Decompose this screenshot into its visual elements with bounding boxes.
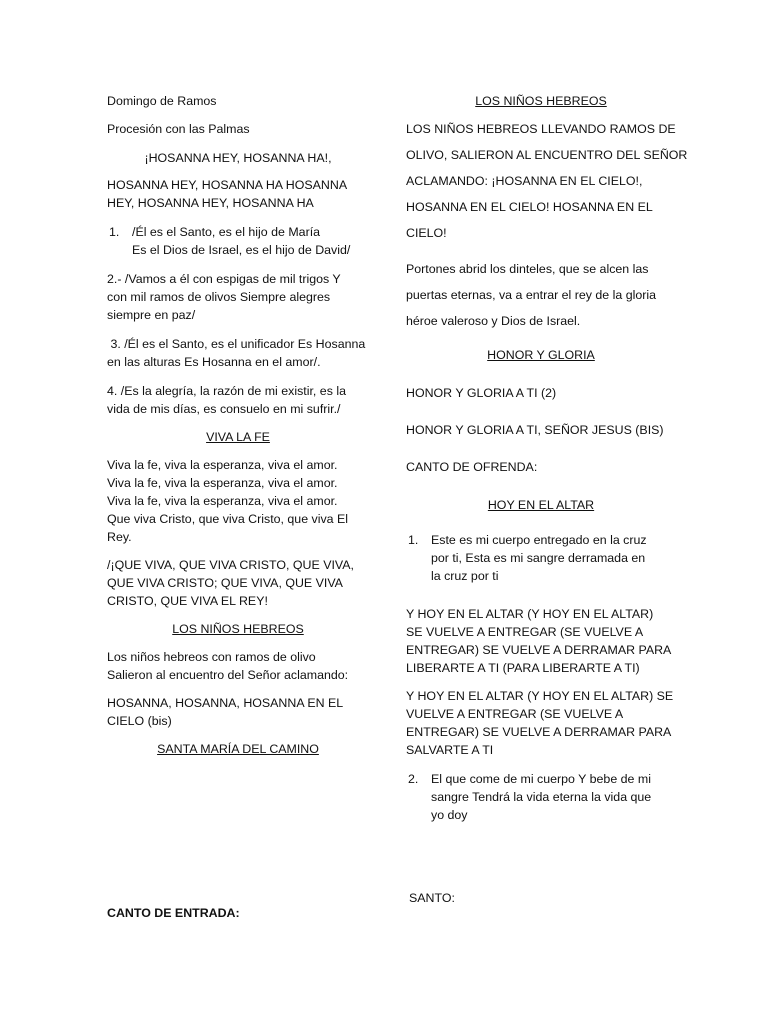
song-title-hoy-en-el-altar: HOY EN EL ALTAR <box>487 498 595 512</box>
altar-verse-1: 1. Este es mi cuerpo entregado en la cruz por ti, Esta es mi sangre derramada en la cruz por ti <box>408 533 647 583</box>
portones-verse: Portones abrid los dinteles, que se alcen las puertas eternas, va a entrar el rey de la gloria héroe valeroso y Dios de Israel. <box>406 262 657 328</box>
heading-domingo: Domingo de Ramos <box>107 94 217 108</box>
canto-de-ofrenda-label: CANTO DE OFRENDA: <box>406 460 538 474</box>
verse-2: 2.- /Vamos a él con espigas de mil trigos Y con mil ramos de olivos Siempre alegres siempre en paz/ <box>107 272 341 322</box>
santo-label: SANTO: <box>409 891 455 905</box>
song-title-viva-la-fe: VIVA LA FE <box>206 430 270 444</box>
hosanna-cielo: HOSANNA, HOSANNA, HOSANNA EN EL CIELO (bis) <box>107 696 344 728</box>
hosanna-chorus: HOSANNA HEY, HOSANNA HA HOSANNA HEY, HOSANNA HEY, HOSANNA HA <box>107 178 348 210</box>
verse-1: 1. /Él es el Santo, es el hijo de María Es el Dios de Israel, es el hijo de David/ <box>109 225 351 257</box>
que-viva-chorus: /¡QUE VIVA, QUE VIVA CRISTO, QUE VIVA, QUE VIVA CRISTO; QUE VIVA, QUE VIVA CRISTO, QUE VIVA EL REY! <box>107 558 354 608</box>
verse-4: 4. /Es la alegría, la razón de mi existir, es la vida de mis días, es consuelo en mi sufrir./ <box>107 384 346 416</box>
verse-3: 3. /Él es el Santo, es el unificador Es Hosanna en las alturas Es Hosanna en el amor/. <box>107 337 366 369</box>
honor-gloria-line-2: HONOR Y GLORIA A TI, SEÑOR JESUS (BIS) <box>406 423 664 437</box>
altar-verse-2: 2. El que come de mi cuerpo Y bebe de mi sangre Tendrá la vida eterna la vida que yo doy <box>408 772 652 822</box>
honor-gloria-line-1: HONOR Y GLORIA A TI (2) <box>406 386 557 400</box>
altar-chorus-1: Y HOY EN EL ALTAR (Y HOY EN EL ALTAR) SE VUELVE A ENTREGAR (SE VUELVE A ENTREGAR) SE VUELVE A DERRAMAR PARA LIBERARTE A TI (PARA LIBERARTE A TI) <box>406 607 672 675</box>
song-title-ninos-hebreos-right: LOS NIÑOS HEBREOS <box>475 94 607 108</box>
subheading-procesion: Procesión con las Palmas <box>107 122 250 136</box>
left-column <box>107 92 369 758</box>
song-title-honor-y-gloria: HONOR Y GLORIA <box>487 348 595 362</box>
right-column <box>406 92 688 824</box>
song-title-ninos-hebreos: LOS NIÑOS HEBREOS <box>172 622 304 636</box>
canto-de-entrada-label: CANTO DE ENTRADA: <box>107 906 240 920</box>
ninos-verse: Los niños hebreos con ramos de olivo Salieron al encuentro del Señor aclamando: <box>107 650 349 682</box>
ninos-hebreos-lyrics: LOS NIÑOS HEBREOS LLEVANDO RAMOS DE OLIVO, SALIERON AL ENCUENTRO DEL SEÑOR ACLAMANDO: ¡HOSANNA EN EL CIELO!, HOSANNA EN EL CIELO! HOSANNA EN EL CIELO! <box>406 122 688 240</box>
viva-verse: Viva la fe, viva la esperanza, viva el amor. Viva la fe, viva la esperanza, viva el amor. Viva la fe, viva la esperanza, viva el amor. Que viva Cristo, que viva Cristo, que viva El Rey. <box>107 458 349 544</box>
altar-chorus-2: Y HOY EN EL ALTAR (Y HOY EN EL ALTAR) SE VUELVE A ENTREGAR (SE VUELVE A ENTREGAR) SE VUELVE A DERRAMAR PARA SALVARTE A TI <box>406 689 674 757</box>
song-title-santa-maria: SANTA MARÍA DEL CAMINO <box>157 742 319 756</box>
song-title-hosanna: ¡HOSANNA HEY, HOSANNA HA!, <box>144 151 332 165</box>
